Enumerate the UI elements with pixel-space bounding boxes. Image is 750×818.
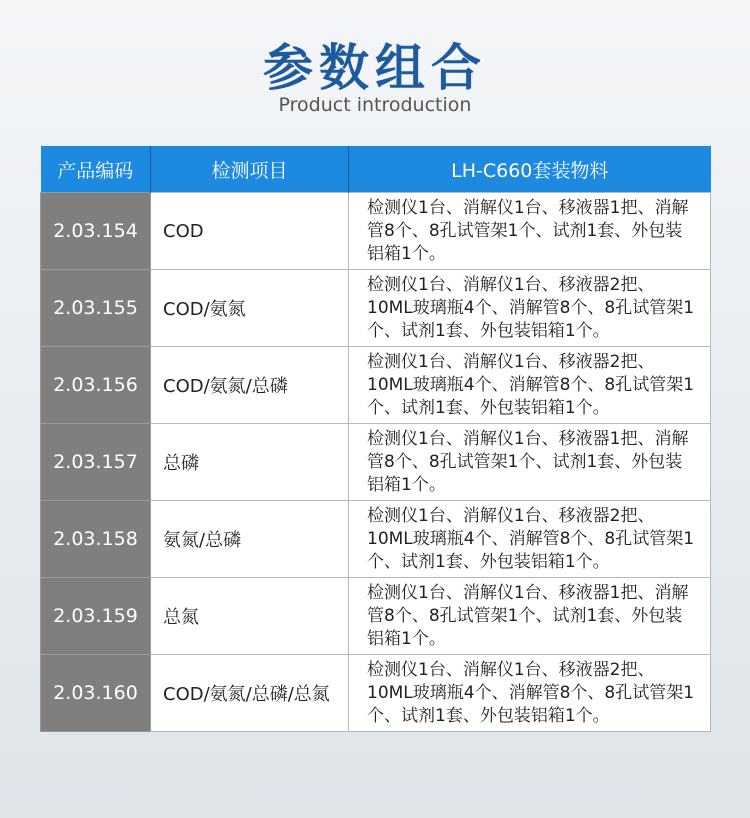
product-table — [40, 146, 711, 732]
test-item-cell: 总氮 — [151, 578, 349, 655]
test-item-cell: 总磷 — [151, 424, 349, 501]
table-row — [41, 270, 711, 347]
table-row — [41, 424, 711, 501]
test-item-cell: COD — [151, 193, 349, 270]
materials-cell: 检测仪1台、消解仪1台、移液器2把、10ML玻璃瓶4个、消解管8个、8孔试管架1个、试剂1套、外包装铝箱1个。 — [349, 501, 711, 578]
table-header-row — [41, 146, 711, 193]
product-code-cell: 2.03.159 — [41, 578, 151, 655]
materials-cell: 检测仪1台、消解仪1台、移液器1把、消解管8个、8孔试管架1个、试剂1套、外包装铝箱1个。 — [349, 578, 711, 655]
table-row — [41, 578, 711, 655]
materials-cell: 检测仪1台、消解仪1台、移液器1把、消解管8个、8孔试管架1个、试剂1套、外包装铝箱1个。 — [349, 193, 711, 270]
test-item-cell: COD/氨氮/总磷/总氮 — [151, 655, 349, 732]
materials-cell: 检测仪1台、消解仪1台、移液器2把、10ML玻璃瓶4个、消解管8个、8孔试管架1个、试剂1套、外包装铝箱1个。 — [349, 270, 711, 347]
table-row — [41, 347, 711, 424]
column-header-item: 检测项目 — [151, 146, 349, 193]
product-code-cell: 2.03.155 — [41, 270, 151, 347]
table-row — [41, 501, 711, 578]
product-code-cell: 2.03.154 — [41, 193, 151, 270]
test-item-cell: 氨氮/总磷 — [151, 501, 349, 578]
page-subtitle: Product introduction — [278, 94, 472, 116]
materials-cell: 检测仪1台、消解仪1台、移液器2把、10ML玻璃瓶4个、消解管8个、8孔试管架1个、试剂1套、外包装铝箱1个。 — [349, 655, 711, 732]
materials-cell: 检测仪1台、消解仪1台、移液器1把、消解管8个、8孔试管架1个、试剂1套、外包装铝箱1个。 — [349, 424, 711, 501]
product-code-cell: 2.03.160 — [41, 655, 151, 732]
column-header-code: 产品编码 — [41, 146, 151, 193]
materials-cell: 检测仪1台、消解仪1台、移液器2把、10ML玻璃瓶4个、消解管8个、8孔试管架1个、试剂1套、外包装铝箱1个。 — [349, 347, 711, 424]
table-row — [41, 655, 711, 732]
product-code-cell: 2.03.156 — [41, 347, 151, 424]
test-item-cell: COD/氨氮/总磷 — [151, 347, 349, 424]
table-row — [41, 193, 711, 270]
column-header-materials: LH-C660套装物料 — [349, 146, 711, 193]
product-code-cell: 2.03.157 — [41, 424, 151, 501]
test-item-cell: COD/氨氮 — [151, 270, 349, 347]
product-code-cell: 2.03.158 — [41, 501, 151, 578]
page-title: 参数组合 — [263, 39, 487, 97]
